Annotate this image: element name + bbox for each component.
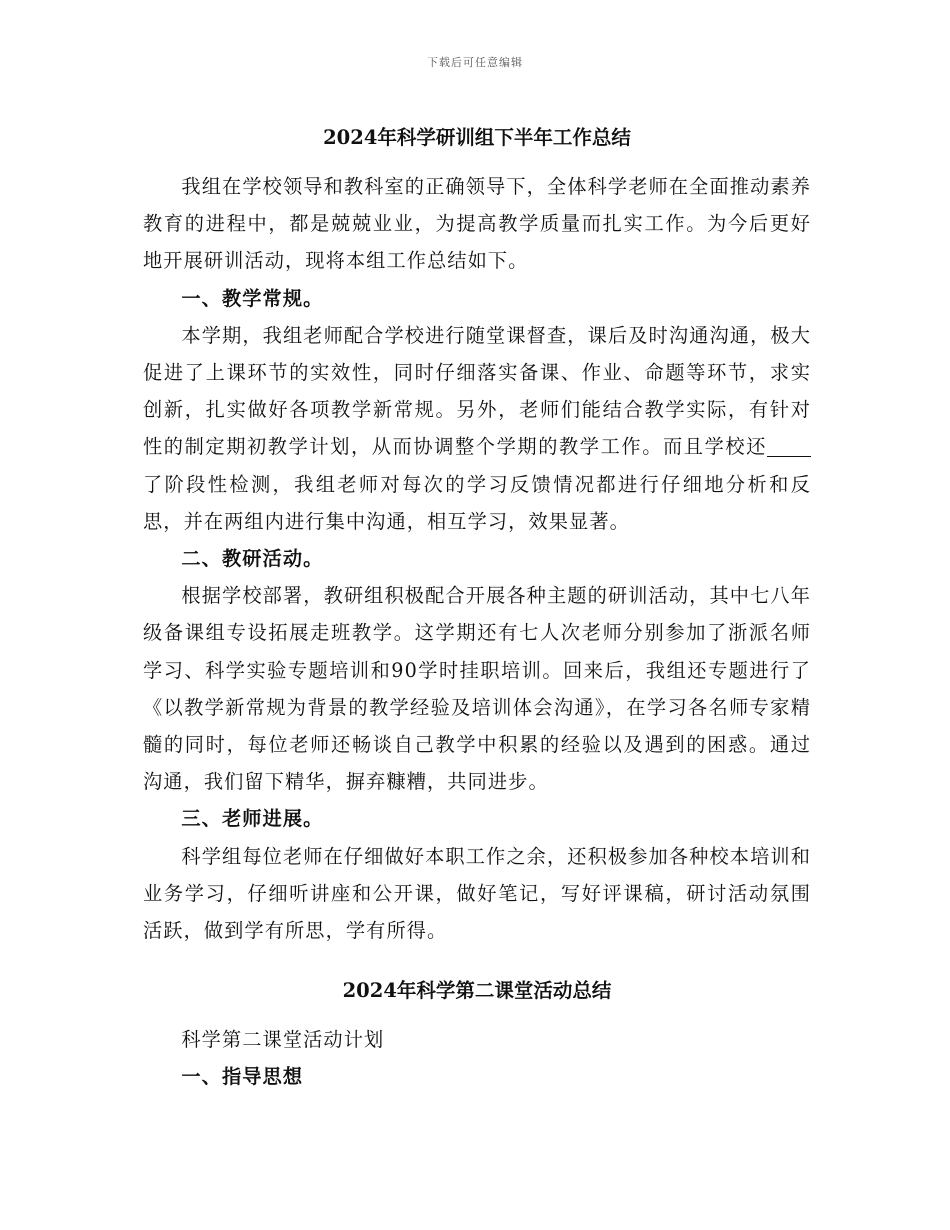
section-heading-2: 二、教研活动。 — [181, 547, 324, 571]
section-1-text-a: 本学期，我组老师配合学校进行随堂课督查，课后及时沟通沟通，极大促进了上课环节的实效性，同时仔细落实备课、作业、命题等环节，求实创新，扎实做好各项教学新常规。另外，老师们能结合教学实际，有针对性的制定期初教学计划，从而协调整个学期的教学工作。而且学校还 — [143, 323, 811, 459]
intro-paragraph: 我组在学校领导和教科室的正确领导下，全体科学老师在全面推动素养教育的进程中，都是兢兢业业，为提高教学质量而扎实工作。为今后更好地开展研训活动，现将本组工作总结如下。 — [143, 175, 811, 273]
header-note: 下载后可任意编辑 — [427, 56, 523, 69]
section-1-paragraph — [143, 317, 811, 540]
section-heading-3: 三、老师进展。 — [181, 807, 324, 831]
blank-underline — [767, 434, 811, 457]
doc-title-2: 2024年科学第二课堂活动总结 — [342, 979, 612, 1003]
document-body — [143, 118, 811, 1096]
section-1-text-b: 了阶段性检测，我组老师对每次的学习反馈情况都进行仔细地分析和反思，并在两组内进行集中沟通，相互学习，效果显著。 — [143, 472, 811, 533]
doc-title-1: 2024年科学研训组下半年工作总结 — [323, 126, 631, 149]
section-3-paragraph: 科学组每位老师在仔细做好本职工作之余，还积极参加各种校本培训和业务学习，仔细听讲座和公开课，做好笔记，写好评课稿，研讨活动氛围活跃，做到学有所思，学有所得。 — [143, 844, 811, 943]
section-2-paragraph: 根据学校部署，教研组积极配合开展各种主题的研训活动，其中七八年级备课组专设拓展走班教学。这学期还有七人次老师分别参加了浙派名师学习、科学实验专题培训和90学时挂职培训。回来后，我组还专题进行了《以教学新常规为背景的教学经验及培训体会沟通》，在学习各名师专家精髓的同时，每位老师还畅谈自己教学中积累的经验以及遇到的困惑。通过沟通，我们留下精华，摒弃糠糟，共同进步。 — [143, 584, 811, 794]
section-heading-1: 一、教学常规。 — [181, 286, 324, 310]
plan-subtitle: 科学第二课堂活动计划 — [181, 1028, 385, 1052]
section-heading-4: 一、指导思想 — [181, 1065, 304, 1089]
